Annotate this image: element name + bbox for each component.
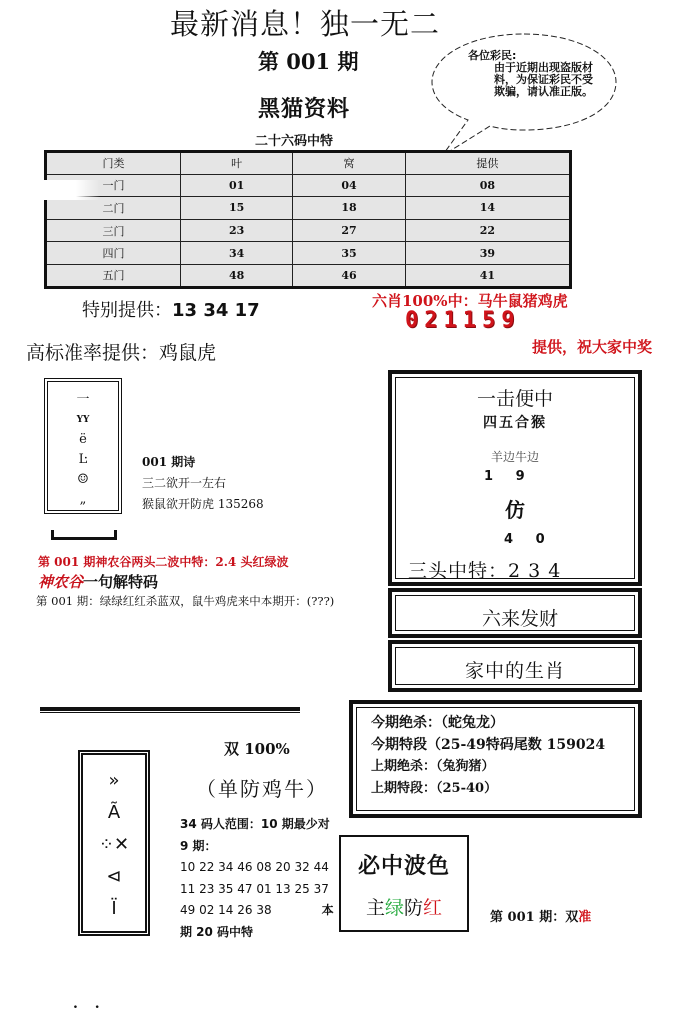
issue-double-line bbox=[490, 906, 591, 925]
poem-line-2: 猴鼠欲开防虎 135268 bbox=[142, 497, 264, 511]
one-hit-numbers: 1 9 bbox=[484, 469, 525, 484]
table-fade-overlay bbox=[40, 180, 100, 200]
numbers-row-3: 49 02 14 26 38 bbox=[180, 903, 272, 917]
table-row bbox=[46, 219, 571, 242]
double-percent: 双 100% bbox=[224, 740, 290, 758]
i-diaeresis-icon: Ï bbox=[111, 898, 117, 919]
table-cell: 04 bbox=[293, 174, 405, 197]
poem-line-1: 三二欲开一左右 bbox=[142, 476, 227, 490]
kill-info-box bbox=[349, 700, 642, 818]
one-hit-side: 羊边牛边 bbox=[490, 450, 539, 464]
wave-color-title: 必中波色 bbox=[357, 853, 450, 879]
poem-box-base bbox=[51, 530, 117, 540]
table-cell: 18 bbox=[293, 197, 405, 220]
table-cell: 15 bbox=[181, 197, 293, 220]
table-cell: 23 bbox=[181, 219, 293, 242]
table-header: 窝 bbox=[293, 152, 405, 175]
table-cell: 14 bbox=[405, 197, 570, 220]
range-intro-2: 9 期： bbox=[180, 838, 217, 853]
bottom-glyph-column bbox=[83, 765, 145, 925]
notice-greeting: 各位彩民: bbox=[468, 49, 517, 62]
current-range: 今期特段（25-49特码尾数 159024 bbox=[371, 737, 606, 753]
poem-text bbox=[142, 452, 264, 515]
headline: 最新消息！独一无二 bbox=[170, 7, 441, 41]
special-numbers: 13 34 17 bbox=[172, 300, 260, 321]
brand-title: 黑猫资料 bbox=[258, 96, 351, 122]
one-hit-imitate: 仿 bbox=[505, 498, 525, 522]
wave-guard-label: 防 bbox=[404, 897, 424, 919]
six-fortune-box bbox=[388, 588, 642, 638]
issue-double-prefix: 第 001 期：双 bbox=[490, 910, 579, 925]
kill-info-lines bbox=[371, 712, 605, 800]
table-header-row bbox=[46, 152, 571, 175]
glyph-yy-icon: YY bbox=[76, 415, 90, 425]
six-fortune-text: 六来发财 bbox=[481, 608, 558, 630]
numbers-row-1: 10 22 34 46 08 20 32 44 bbox=[180, 860, 329, 874]
table-row bbox=[46, 264, 571, 287]
a-tilde-icon: Ã bbox=[107, 802, 121, 823]
home-zodiac-text: 家中的生肖 bbox=[464, 660, 565, 682]
three-heads-line: 三头中特：2 3 4 bbox=[408, 560, 562, 582]
numbers-row-3-wrap bbox=[180, 900, 334, 922]
table-row bbox=[46, 242, 571, 265]
table-cell: 35 bbox=[293, 242, 405, 265]
glyph-one-icon: 一 bbox=[76, 392, 90, 407]
table-cell: 41 bbox=[405, 264, 570, 287]
section-divider bbox=[40, 707, 300, 713]
table-row bbox=[46, 174, 571, 197]
table-cell: 27 bbox=[293, 219, 405, 242]
one-hit-imitate-numbers: 4 0 bbox=[504, 532, 545, 547]
glyph-e-icon: ë bbox=[79, 432, 87, 447]
table-cell: 39 bbox=[405, 242, 570, 265]
table-cell: 五门 bbox=[46, 264, 181, 287]
issue-double-red: 准 bbox=[578, 910, 592, 925]
issue-number: 第 001 期 bbox=[258, 49, 359, 74]
special-offer bbox=[82, 296, 260, 322]
special-label: 特别提供： bbox=[82, 300, 172, 321]
double-chevron-icon: » bbox=[108, 770, 120, 791]
previous-range: 上期特段：（25-40） bbox=[371, 781, 498, 796]
table-cell: 22 bbox=[405, 219, 570, 242]
table-header: 门类 bbox=[46, 152, 181, 175]
table-cell: 46 bbox=[293, 264, 405, 287]
one-hit-title: 一击便中 bbox=[476, 388, 553, 410]
shennong-black-label: 一句解特码 bbox=[83, 573, 159, 591]
notice-body: 由于近期出现盗版材料，为保证彩民不受欺骗，请认准正版。 bbox=[494, 61, 593, 98]
table-cell: 四门 bbox=[46, 242, 181, 265]
current-kill: 今期绝杀：（蛇兔龙） bbox=[371, 715, 504, 731]
wave-red-label: 红 bbox=[423, 897, 443, 919]
cat-face-icon: ☺ bbox=[77, 472, 89, 487]
door-number-table bbox=[44, 150, 572, 289]
range-intro: 34 码人范围：10 期最少对 bbox=[180, 817, 330, 831]
footer-dots: . . bbox=[73, 996, 106, 1012]
numbers-row-2: 11 23 35 47 01 13 25 37 bbox=[180, 881, 329, 896]
table-header: 叶 bbox=[181, 152, 293, 175]
notice-bubble bbox=[428, 30, 620, 132]
wave-green-label: 绿 bbox=[384, 897, 404, 919]
table-cell: 01 bbox=[181, 174, 293, 197]
wave-color-box bbox=[339, 835, 469, 932]
this-label: 本 bbox=[321, 903, 334, 917]
shennong-red-label: 神农谷 bbox=[38, 573, 84, 591]
table-cell: 08 bbox=[405, 174, 570, 197]
range-tail: 期 20 码中特 bbox=[180, 924, 254, 939]
shennong-riddle: 第 001 期：绿绿红红杀蓝双，鼠牛鸡虎来中本期开：(???) bbox=[36, 594, 335, 608]
bottom-glyph-box bbox=[78, 750, 150, 936]
table-cell: 三门 bbox=[46, 219, 181, 242]
table-row bbox=[46, 197, 571, 220]
one-hit-box bbox=[388, 370, 642, 586]
table-cell: 48 bbox=[181, 264, 293, 287]
glyph-l-icon: Ŀ bbox=[78, 452, 88, 467]
table-header: 提供 bbox=[405, 152, 570, 175]
shennong-title: 第 001 期神农谷两头二波中特：2.4 头红绿波 bbox=[38, 555, 289, 569]
quote-mark-icon: „ bbox=[79, 492, 87, 507]
cross-dots-icon: ⁘✕ bbox=[98, 834, 130, 855]
shennong-subtitle bbox=[38, 571, 158, 592]
one-hit-subtitle: 四五合猴 bbox=[483, 415, 547, 431]
six-zodiac-line: 六肖100%中：马牛鼠猪鸡虎 bbox=[372, 292, 568, 310]
table-caption: 二十六码中特 bbox=[255, 134, 334, 149]
previous-kill: 上期绝杀：（兔狗猪） bbox=[371, 759, 495, 774]
wave-main-label: 主 bbox=[365, 897, 385, 919]
range-numbers-block bbox=[180, 814, 334, 943]
table-cell: 二门 bbox=[46, 197, 181, 220]
single-guard: （单防鸡牛） bbox=[196, 777, 328, 801]
home-zodiac-box bbox=[388, 640, 642, 692]
wave-color-subtitle bbox=[341, 893, 467, 920]
poem-glyph-box bbox=[44, 378, 122, 514]
horn-icon: ⊲ bbox=[106, 866, 122, 887]
table-cell: 一门 bbox=[46, 174, 181, 197]
poem-title: 001 期诗 bbox=[142, 455, 196, 469]
table-cell: 34 bbox=[181, 242, 293, 265]
notice-text bbox=[468, 50, 598, 98]
poem-glyph-column bbox=[48, 390, 118, 510]
six-zodiac-numbers: 021159 bbox=[405, 308, 521, 333]
good-luck-wish: 提供，祝大家中奖 bbox=[532, 338, 653, 356]
high-rate-offer: 高标准率提供：鸡鼠虎 bbox=[26, 342, 217, 364]
